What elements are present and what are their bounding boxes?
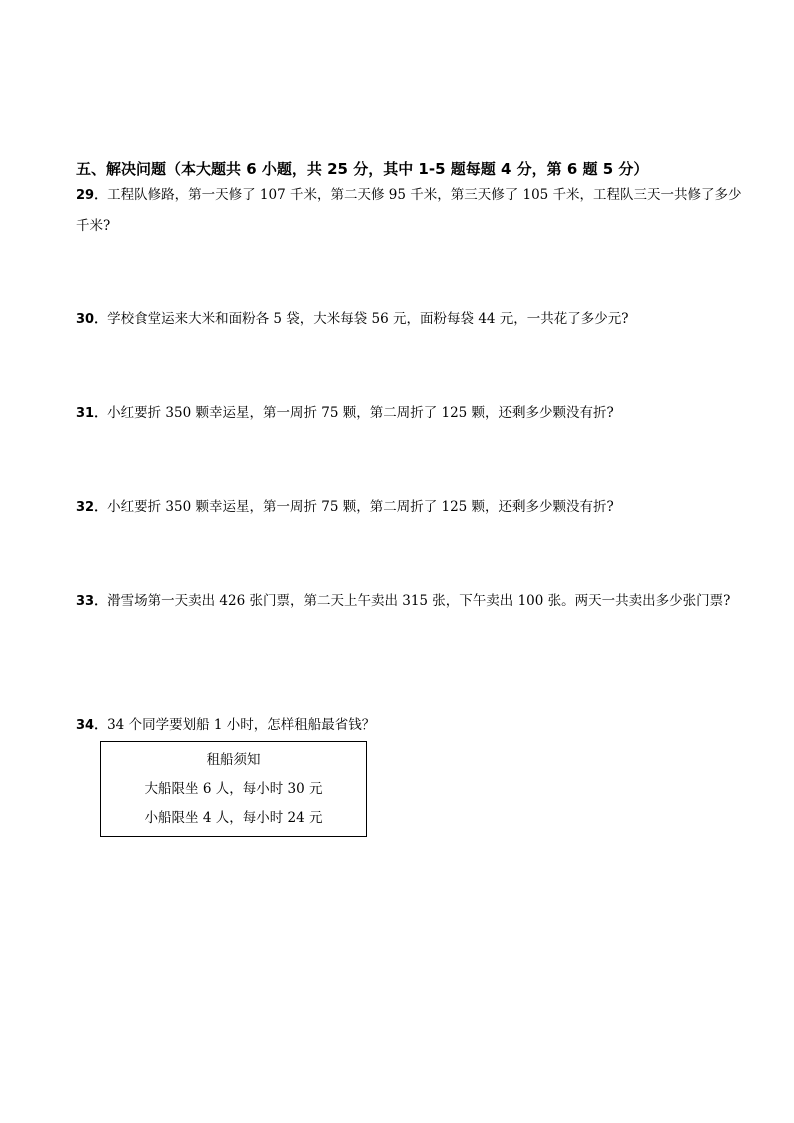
- question-32: [76, 492, 746, 523]
- question-text: 学校食堂运来大米和面粉各 5 袋，大米每袋 56 元，面粉每袋 44 元，一共花了多少元?: [107, 311, 629, 327]
- boat-rental-notice-box: [100, 741, 367, 837]
- question-number: 30．: [76, 312, 108, 327]
- question-text: 小红要折 350 颗幸运星，第一周折 75 颗，第二周折了 125 颗，还剩多少颗没有折?: [107, 499, 614, 515]
- question-30: [76, 304, 746, 335]
- notice-title: 租船须知: [206, 752, 261, 768]
- question-text: 工程队修路，第一天修了 107 千米，第二天修 95 千米，第三天修了 105 千米，工程队三天一共修了多少千米?: [76, 187, 742, 234]
- question-text: 滑雪场第一天卖出 426 张门票，第二天上午卖出 315 张，下午卖出 100 张。两天一共卖出多少张门票?: [107, 593, 731, 609]
- question-text: 34 个同学要划船 1 小时，怎样租船最省钱？: [107, 717, 376, 733]
- question-number: 33．: [76, 594, 108, 609]
- question-29: [76, 180, 746, 242]
- notice-big-boat: 大船限坐 6 人，每小时 30 元: [144, 781, 323, 797]
- question-33: [76, 586, 746, 617]
- question-number: 29．: [76, 188, 108, 203]
- section-title: 五、解决问题（本大题共 6 小题，共 25 分，其中 1-5 题每题 4 分，第 6 题 5 分）: [76, 160, 649, 178]
- question-text: 小红要折 350 颗幸运星，第一周折 75 颗，第二周折了 125 颗，还剩多少颗没有折?: [107, 405, 614, 421]
- question-number: 34．: [76, 718, 108, 733]
- question-31: [76, 398, 746, 429]
- question-number: 32．: [76, 500, 108, 515]
- notice-small-boat: 小船限坐 4 人，每小时 24 元: [144, 810, 323, 826]
- question-34: [76, 710, 746, 741]
- question-number: 31．: [76, 406, 108, 421]
